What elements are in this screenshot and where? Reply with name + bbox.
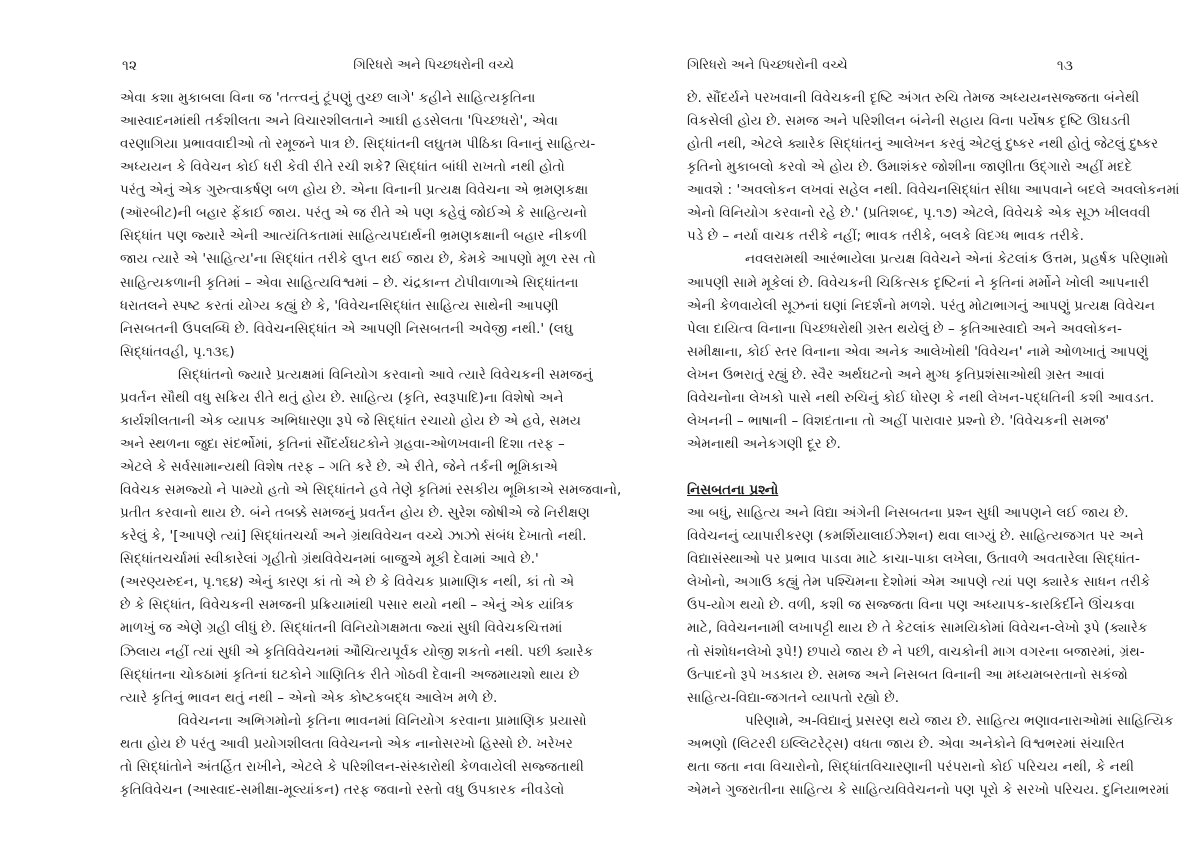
section-heading-text: નિસબતના પ્રશ્નો: [687, 482, 779, 499]
text-line: છે. સૌંદર્યને પરખવાની વિવેચકની દૃષ્ટિ અંગત રુચિ તેમજ અધ્યયનસજ્જતા બંનેથી: [687, 90, 1140, 106]
text-line: ઉત્પાદનો રૂપે ખડકાય છે. સમજ અને નિસબત વિનાની આ મધ્યમબરતાનો સકંજો: [687, 666, 1128, 683]
text-line: (અરણ્યરુદન, પૃ.૧૬૪) એનું કારણ કાં તો એ છે કે વિવેચક પ્રામાણિક નથી, કાં તો એ: [120, 574, 575, 591]
text-line: તો સંશોધનલેખો રૂપે!) છપાયે જાય છે ને પછી, વાચકોની માગ વગરના બજારમાં, ગ્રંથ-: [687, 643, 1145, 660]
text-line: આવશે : 'અવલોકન લખવાં સહેલ નથી. વિવેચનસિદ્ધાંત સીધા આપવાને બદલે અવલોકનમાં: [687, 182, 1180, 199]
text-line: વિવેચનોના લેખકો પાસે નથી રુચિનું કોઈ ધોરણ કે નથી લેખન-પદ્ધતિની કશી આવડત.: [687, 389, 1155, 406]
text-line: એમનાથી અનેકગણી દૂર છે.: [687, 435, 841, 452]
right-page: [687, 0, 1180, 848]
text-line: તો સિદ્ધાંતોને અંતર્હિત રાખીને, એટલે કે પરિશીલન-સંસ્કારોથી કેળવાયેલી સજ્જતાથી: [120, 758, 584, 775]
text-line: સાહિત્ય-વિદ્યા-જગતને વ્યાપતો રહ્યો છે.: [687, 689, 900, 706]
text-line: આ બધું, સાહિત્ય અને વિદ્યા અંગેની નિસબતના પ્રશ્ન સુધી આપણને લઈ જાય છે.: [687, 505, 1129, 522]
text-line: પરંતુ એનું એક ગુરુત્વાકર્ષણ બળ હોય છે. એના વિનાની પ્રત્યક્ષ વિવેચના એ ભ્રમણકક્ષા: [120, 182, 589, 199]
text-line: માળખું જ એણે ગ્રહી લીધું છે. સિદ્ધાંતની વિનિયોગક્ષમતા જ્યાં સુધી વિવેચકચિત્તમાં: [120, 620, 563, 637]
running-head: ગિરિધરો અને પિચ્છધરોની વચ્ચે: [687, 58, 848, 73]
running-head: ગિરિધરો અને પિચ્છધરોની વચ્ચે: [353, 58, 514, 73]
text-line: એમને ગુજરાતીના સાહિત્ય કે સાહિત્યવિવેચનનો પણ પૂરો કે સરખો પરિચય. દુનિયાભરમાં: [687, 781, 1170, 798]
text-line: પેલા દાયિત્વ વિનાના પિચ્છધરોથી ગ્રસ્ત થયેલું છે – કૃતિઆસ્વાદો અને અવલોકન-: [687, 320, 1122, 337]
page-body: [687, 87, 1180, 802]
text-line: લેખન ઉભરાતું રહ્યું છે. સ્વૈર અર્થઘટનો અને મુગ્ધ કૃતિપ્રશંસાઓથી ગ્રસ્ત આવાં: [687, 366, 1105, 383]
text-line: ઝિલાય નહીં ત્યાં સુધી એ કૃતિવિવેચનમાં ઔચિત્યપૂર્વક યોજી શકતો નથી. પછી ક્યારેક: [120, 643, 594, 660]
text-line: સિદ્ધાંતચર્ચામાં સ્વીકારેલાં ગૃહીતો ગ્રંથવિવેચનમાં બાજુએ મૂકી દેવામાં આવે છે.': [120, 551, 539, 568]
text-line: હોતી નથી, એટલે ક્યારેક સિદ્ધાંતનું આલેખન કરવું એટલું દુષ્કર નથી હોતું જેટલું દુષ્કર: [687, 136, 1159, 153]
text-line: સિદ્ધાંતના ચોકઠામાં કૃતિનાં ઘટકોને ગાણિતિક રીતે ગોઠવી દેવાની અજમાયશો થાય છે: [120, 666, 580, 683]
section-heading: [687, 479, 1081, 502]
text-line: (ઑરબીટ)ની બહાર ફેંકાઈ જાય. પરંતુ એ જ રીતે એ પણ કહેવું જોઈએ કે સાહિત્યનો: [120, 205, 588, 222]
text-line: કાર્યશીલતાની એક વ્યાપક અભિધારણા રૂપે જે સિદ્ધાંત રચાયો હોય છે એ હવે, સમય: [120, 412, 582, 429]
text-line: વરણાગિયા પ્રભાવવાદીઓ તો રમૂજને પાત્ર છે. સિદ્ધાંતની લઘુતમ પીઠિકા વિનાનું સાહિત્ય-: [120, 136, 596, 153]
text-line: કૃતિવિવેચન (આસ્વાદ-સમીક્ષા-મૂલ્યાંકન) તરફ જવાનો રસ્તો વધુ ઉપકારક નીવડેલો: [120, 781, 565, 798]
text-line: નિસબતની ઉપલબ્ધિ છે. વિવેચનસિદ્ધાંત એ આપણી નિસબતની અવેજી નથી.' (લઘુ: [120, 320, 573, 337]
page-body: [120, 87, 622, 802]
text-line: એવા કશા મુકાબલા વિના જ 'તત્ત્વનું ટૂંપણું તુચ્છ લાગે' કહીને સાહિત્યકૃતિના: [120, 90, 536, 106]
text-line: લેખનની – ભાષાની – વિશદતાના તો અહીં પારાવાર પ્રશ્નો છે. 'વિવેચકની સમજ': [687, 412, 1110, 429]
text-line: સિદ્ધાંત પણ જ્યારે એની આત્યંતિકતામાં સાહિત્યપદાર્થની ભ્રમણકક્ષાની બહાર નીકળી: [120, 228, 587, 245]
text-line: છે કે સિદ્ધાંત, વિવેચકની સમજની પ્રક્રિયામાંથી પસાર થયો નથી – એનું એક યાંત્રિક: [120, 597, 574, 614]
text-line: એનો વિનિયોગ કરવાનો રહે છે.' (પ્રતિશબ્દ, પૃ.૧૭) એટલે, વિવેચકે એક સૂઝ ખીલવવી: [687, 205, 1151, 222]
text-line: આપણી સામે મૂકેલાં છે. વિવેચકની ચિકિત્સક દૃષ્ટિનાં ને કૃતિનાં મર્મોને ખોલી આપનારી: [687, 274, 1150, 291]
page-header: [687, 58, 1081, 80]
text-line: વિવેચનનું વ્યાપારીકરણ (કમર્શિયાલાઈઝેશન) થવા લાગ્યું છે. સાહિત્યજગત પર અને: [687, 528, 1144, 545]
text-line: થતા હોય છે પરંતુ આવી પ્રયોગશીલતા વિવેચનનો એક નાનોસરખો હિસ્સો છે. ખરેખર: [120, 735, 573, 752]
blank-line: [687, 456, 1081, 479]
text-line: કૃતિનો મુકાબલો કરવો એ હોય છે. ઉમાશંકર જોશીના જાણીતા ઉદ્‌ગારો અહીં મદદે: [687, 159, 1133, 176]
text-line: ત્યારે કૃતિનું ભાવન થતું નથી – એનો એક કોષ્ટકબદ્ધ આલેખ મળે છે.: [120, 689, 498, 706]
text-line: માટે, વિવેચનનામી લખાપટ્ટી થાય છે તે કેટલાંક સામયિકોમાં વિવેચન-લેખો રૂપે (ક્યારેક: [687, 620, 1148, 637]
text-line: અધ્યયન કે વિવેચન કોઈ ધરી કેવી રીતે રચી શકે? સિદ્ધાંત બાંધી રાખતો નથી હોતો: [120, 159, 565, 176]
text-line: નવલરામથી આરંભાયેલા પ્રત્યક્ષ વિવેચને એનાં કેટલાંક ઉત્તમ, પ્રહર્ષક પરિણામો: [745, 251, 1169, 268]
text-line: એટલે કે સર્વસામાન્યથી વિશેષ તરફ – ગતિ કરે છે. એ રીતે, જેને તર્કની ભૂમિકાએ: [120, 459, 558, 475]
text-line: થતા જતા નવા વિચારોનો, સિદ્ધાંતવિચારણાની પરંપરાનો કોઈ પરિચય નથી, કે નથી: [687, 758, 1135, 775]
text-line: કરેલું કે, '[આપણે ત્યાં] સિદ્ધાંતચર્ચા અને ગ્રંથવિવેચન વચ્ચે ઝાઝો સંબંધ દેખાતો નથી.: [120, 528, 587, 545]
text-line: વિવેચક સમજ્યો ને પામ્યો હતો એ સિદ્ધાંતને હવે તેણે કૃતિમાં રસકીય ભૂમિકાએ સમજવાનો,: [120, 482, 622, 499]
text-line: ઉપ-યોગ થયો છે. વળી, કશી જ સજ્જતા વિના પણ અધ્યાપક-કારકિર્દીને ઊંચકવા: [687, 597, 1135, 614]
page-number: ૧૩: [1056, 58, 1073, 74]
text-line: સિદ્ધાંતવહી, પૃ.૧૩૬): [120, 343, 235, 360]
text-line: એની કેળવાયેલી સૂઝનાં ઘણાં નિદર્શનો મળશે. પરંતુ મોટાભાગનું આપણું પ્રત્યક્ષ વિવેચન: [687, 297, 1156, 314]
text-line: સિદ્ધાંતનો જ્યારે પ્રત્યક્ષમાં વિનિયોગ કરવાનો આવે ત્યારે વિવેચકની સમજનું: [178, 366, 593, 383]
text-line: પ્રતીત કરવાનો થાય છે. બંને તબક્કે સમજનું પ્રવર્તન હોય છે. સુરેશ જોષીએ જે નિરીક્ષણ: [120, 505, 590, 522]
text-line: લેખોનો, અગાઉ કહ્યું તેમ પશ્ચિમના દેશોમાં એમ આપણે ત્યાં પણ ક્યારેક સાધન તરીકે: [687, 574, 1151, 591]
text-line: વિકસેલી હોય છે. સમજ અને પરિશીલન બંનેની સહાય વિના પર્યેષક દૃષ્ટિ ઊઘડતી: [687, 113, 1131, 130]
page-number: ૧૨: [122, 58, 138, 74]
left-page: [120, 0, 622, 848]
text-line: ધરાતલને સ્પષ્ટ કરતાં યોગ્ય કહ્યું છે કે, 'વિવેચનસિદ્ધાંત સાહિત્ય સાથેની આપણી: [120, 297, 559, 314]
text-line: અભણો (લિટરરી ઇલ્લિટરેટ્સ) વધતા જાય છે. એવા અનેકોને વિશ્વભરમાં સંચારિત: [687, 735, 1125, 752]
text-line: પ્રવર્તન સૌથી વધુ સક્રિય રીતે થતું હોય છે. સાહિત્ય (કૃતિ, સ્વરૂપાદિ)ના વિશેષો અને: [120, 389, 564, 406]
text-line: વિવેચનના અભિગમોનો કૃતિના ભાવનમાં વિનિયોગ કરવાના પ્રામાણિક પ્રયાસો: [178, 712, 587, 729]
text-line: જાય ત્યારે એ 'સાહિત્ય'ના સિદ્ધાંત તરીકે લુપ્ત થઈ જાય છે, કેમકે આપણો મૂળ રસ તો: [120, 251, 596, 268]
text-line: પડે છે – નર્યા વાચક તરીકે નહીં; ભાવક તરીકે, બલકે વિદગ્ધ ભાવક તરીકે.: [687, 228, 1084, 245]
text-line: વિદ્યાસંસ્થાઓ પર પ્રભાવ પાડવા માટે કાચા-પાકા લખેલા, ઉતાવળે અવતારેલા સિદ્ધાંત-: [687, 551, 1140, 568]
text-line: સમીક્ષાના, કોઈ સ્તર વિનાના એવા અનેક આલેખોથી 'વિવેચન' નામે ઓળખાતું આપણું: [687, 343, 1148, 360]
page-header: [120, 58, 514, 80]
text-line: સાહિત્યકળાની કૃતિમાં – એવા સાહિત્યવિશ્વમાં – છે. ચંદ્રકાન્ત ટોપીવાળાએ સિદ્ધાંતના: [120, 274, 579, 291]
text-line: પરિણામે, અ-વિદ્યાનું પ્રસરણ થયે જાય છે. સાહિત્ય ભણાવનારાઓમાં સાહિત્યિક: [745, 712, 1174, 729]
text-line: અને સ્થળના જુદા સંદર્ભોમાં, કૃતિનાં સૌંદર્યઘટકોને ગ્રહવા-ઓળખવાની દિશા તરફ –: [120, 435, 565, 452]
text-line: આસ્વાદનમાંથી તર્કશીલતા અને વિચારશીલતાને આઘી હડસેલતા 'પિચ્છધરો', એવા: [120, 113, 559, 130]
